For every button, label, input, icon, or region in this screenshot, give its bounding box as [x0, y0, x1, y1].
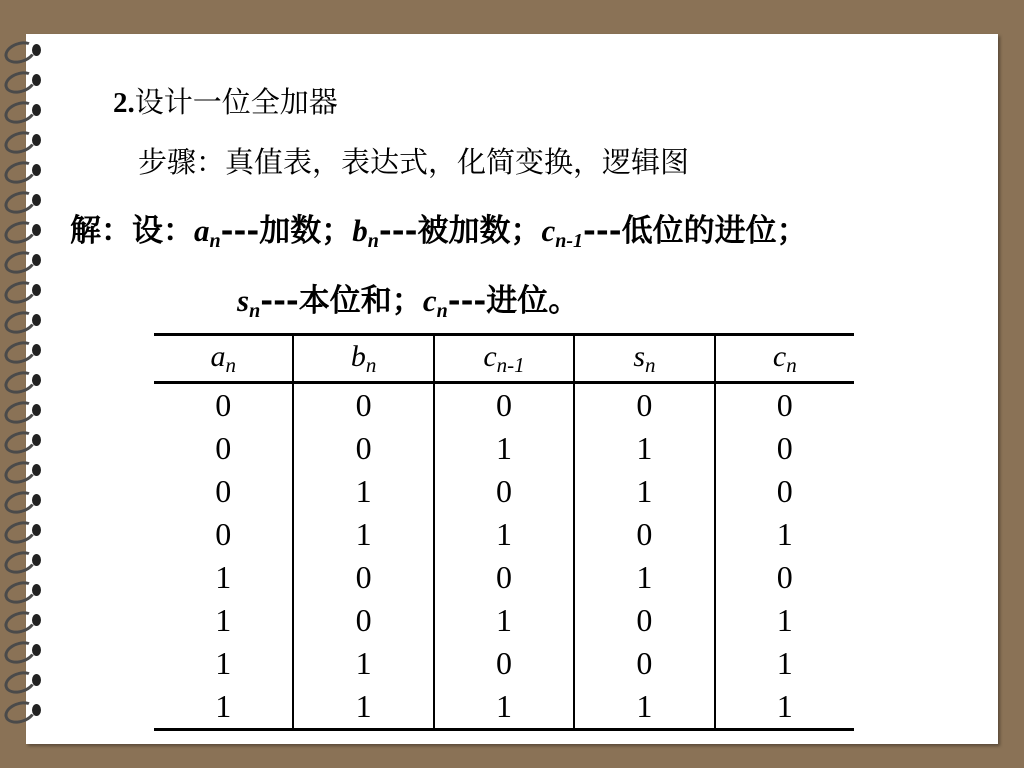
spiral-coil [4, 518, 44, 542]
spiral-binding [0, 38, 50, 738]
table-cell: 0 [715, 556, 854, 599]
table-cell: 0 [215, 430, 232, 466]
var-a: a [194, 213, 210, 248]
header-bn: $b_n$ [293, 335, 433, 383]
table-cell: 0 [293, 383, 433, 428]
page-title [113, 80, 338, 121]
table-cell: 0 [293, 599, 433, 642]
table-cell: 1 [293, 513, 433, 556]
table-row [154, 427, 854, 470]
table-cell: 1 [215, 645, 232, 681]
table-cell: 0 [574, 383, 714, 428]
spiral-coil [4, 368, 44, 392]
var-c-sub: n-1 [555, 230, 584, 252]
table-cell: 0 [215, 516, 232, 552]
spiral-coil [4, 308, 44, 332]
table-row [154, 383, 854, 428]
table-cell: 1 [293, 470, 433, 513]
solution-line-1 [70, 205, 808, 253]
table-cell: 1 [574, 556, 714, 599]
var-a-desc: ---加数； [220, 213, 353, 249]
var-cn: c [422, 283, 437, 318]
table-cell: 0 [293, 427, 433, 470]
table-cell: 1 [715, 513, 854, 556]
spiral-coil [4, 608, 44, 632]
spiral-coil [4, 248, 44, 272]
table-cell: 1 [434, 427, 574, 470]
table-cell: 1 [215, 559, 232, 595]
table-cell: 0 [715, 470, 854, 513]
table-cell: 0 [574, 599, 714, 642]
var-b-sub: n [367, 230, 379, 252]
var-c: c [541, 213, 556, 248]
table-cell: 0 [434, 383, 574, 428]
var-a-sub: n [209, 230, 221, 252]
table-cell: 1 [715, 685, 854, 730]
table-cell: 0 [215, 387, 232, 423]
table-cell: 1 [215, 688, 232, 724]
table-cell: 0 [715, 427, 854, 470]
var-b-desc: ---被加数； [378, 213, 542, 249]
header-sn: $s_n$ [574, 335, 714, 383]
table-cell: 0 [434, 642, 574, 685]
table-cell: 0 [574, 513, 714, 556]
table-cell: 0 [215, 473, 232, 509]
table-cell: 0 [293, 556, 433, 599]
var-cn-desc: ---进位。 [447, 283, 580, 319]
spiral-coil [4, 488, 44, 512]
table-row [154, 470, 854, 513]
table-cell: 1 [715, 642, 854, 685]
var-cn-sub: n [436, 300, 448, 322]
spiral-coil [4, 128, 44, 152]
header-an: $a_n$ [154, 335, 293, 383]
spiral-coil [4, 458, 44, 482]
table-cell: 1 [434, 513, 574, 556]
spiral-coil [4, 428, 44, 452]
table-row [154, 556, 854, 599]
header-cn-1: $c_{n-1}$ [434, 335, 574, 383]
var-s-sub: n [249, 300, 261, 322]
table-row [154, 685, 854, 730]
table-cell: 0 [715, 383, 854, 428]
truth-table [154, 333, 854, 731]
solution-prefix: 解：设： [70, 213, 194, 249]
table-row [154, 599, 854, 642]
table-cell: 1 [293, 685, 433, 730]
table-cell: 1 [715, 599, 854, 642]
table-cell: 1 [215, 602, 232, 638]
spiral-coil [4, 98, 44, 122]
table-cell: 0 [434, 556, 574, 599]
table-cell: 1 [574, 685, 714, 730]
table-cell: 1 [293, 642, 433, 685]
spiral-coil [4, 218, 44, 242]
table-cell: 0 [574, 642, 714, 685]
table-cell: 0 [434, 470, 574, 513]
title-text: 设计一位全加器 [134, 85, 338, 119]
spiral-coil [4, 188, 44, 212]
spiral-coil [4, 698, 44, 722]
spiral-coil [4, 398, 44, 422]
spiral-coil [4, 578, 44, 602]
spiral-coil [4, 338, 44, 362]
var-s-desc: ---本位和； [260, 283, 423, 319]
spiral-coil [4, 38, 44, 62]
header-cn: $c_n$ [715, 335, 854, 383]
table-cell: 1 [434, 685, 574, 730]
spiral-coil [4, 68, 44, 92]
table-cell: 1 [574, 427, 714, 470]
var-b: b [352, 213, 368, 248]
table-row [154, 642, 854, 685]
table-row [154, 513, 854, 556]
steps-line: 步骤：真值表，表达式，化简变换，逻辑图 [138, 145, 690, 179]
var-s: s [237, 283, 250, 318]
spiral-coil [4, 278, 44, 302]
spiral-coil [4, 638, 44, 662]
var-c-desc: ---低位的进位； [583, 213, 808, 249]
spiral-coil [4, 668, 44, 692]
spiral-coil [4, 548, 44, 572]
table-cell: 1 [574, 470, 714, 513]
table-header-row [154, 335, 854, 383]
spiral-coil [4, 158, 44, 182]
table-cell: 1 [434, 599, 574, 642]
solution-line-2 [237, 275, 579, 323]
title-number: 2. [113, 87, 135, 119]
